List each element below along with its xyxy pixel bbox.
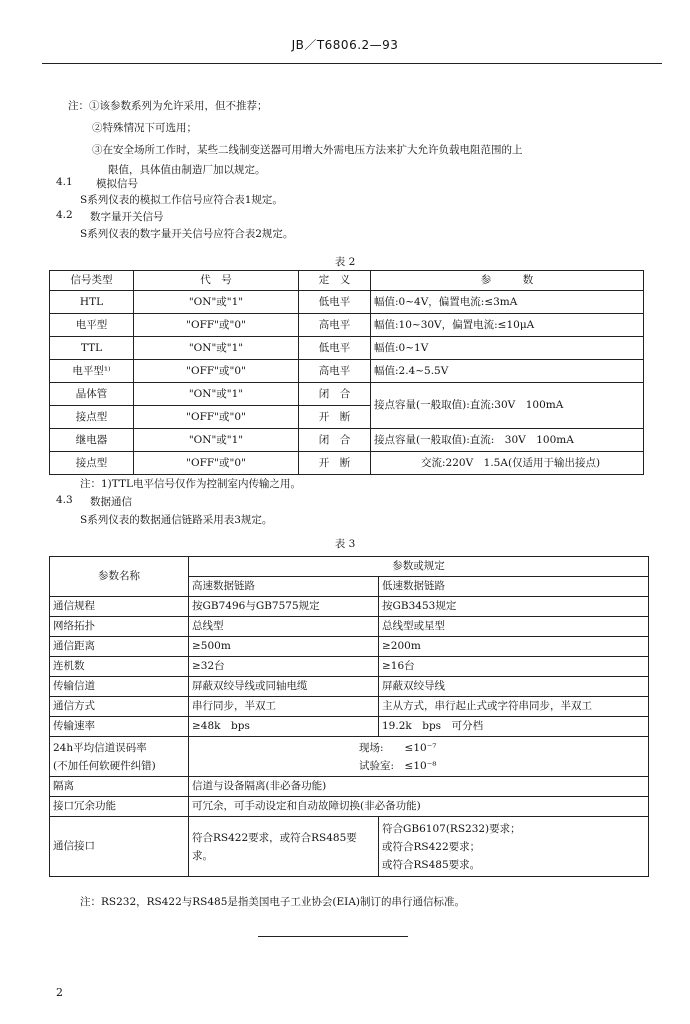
section-body: S系列仪表的数据通信链路采用表3规定。: [80, 514, 273, 526]
section-body: S系列仪表的数字量开关信号应符合表2规定。: [80, 228, 294, 240]
table-cell: 幅值:10~30V，偏置电流:≤10μA: [371, 314, 644, 337]
page-header: JB／T6806.2—93: [291, 38, 399, 52]
note-line: ②特殊情况下可选用；: [92, 122, 197, 134]
table-header-cell: 高速数据链路: [189, 577, 379, 597]
table-cell: 高电平: [299, 360, 371, 383]
table-header-cell: 代 号: [134, 271, 299, 291]
table-cell: 继电器: [50, 429, 134, 452]
table-cell: 主从方式，串行起止式或字符串同步，半双工: [379, 697, 649, 717]
section-number: 4.1: [56, 176, 73, 188]
table-header-cell: 信号类型: [50, 271, 134, 291]
table-cell: 可冗余，可手动设定和自动故障切换(非必备功能): [189, 797, 649, 817]
interface-line: 或符合RS485要求。: [382, 858, 481, 871]
table-cell: 连机数: [50, 657, 189, 677]
table-cell: "OFF"或"0": [134, 314, 299, 337]
table-cell: [50, 737, 189, 777]
table-cell: [189, 737, 649, 777]
table-cell: [379, 817, 649, 877]
table-cell: 网络拓扑: [50, 617, 189, 637]
table-cell: ≥16台: [379, 657, 649, 677]
table-cell: 低电平: [299, 291, 371, 314]
table-cell: 按GB3453规定: [379, 597, 649, 617]
table-3: [49, 556, 649, 877]
table-cell: 总线型或星型: [379, 617, 649, 637]
section-title: 数据通信: [90, 496, 132, 508]
section-number: 4.2: [56, 209, 73, 221]
table-cell: 交流:220V 1.5A(仅适用于输出接点): [371, 452, 644, 475]
error-rate-value-line: 试验室: ≤10⁻⁸: [359, 759, 437, 772]
table-header-cell: 参数或规定: [189, 557, 649, 577]
table-cell: 通信方式: [50, 697, 189, 717]
table-cell: 高电平: [299, 314, 371, 337]
error-rate-name-line: (不加任何软硬件纠错): [53, 759, 156, 772]
table-cell: 接点容量(一般取值):直流:30V 100mA: [371, 383, 644, 429]
table-cell: "OFF"或"0": [134, 360, 299, 383]
table-note: 注：1)TTL电平信号仅作为控制室内传输之用。: [80, 478, 301, 490]
table-cell: ≥500m: [189, 637, 379, 657]
table-cell: 幅值:0~1V: [371, 337, 644, 360]
table-cell: 串行同步，半双工: [189, 697, 379, 717]
table-cell: 按GB7496与GB7575规定: [189, 597, 379, 617]
table-2: [49, 270, 644, 475]
table-cell: 电平型¹⁾: [50, 360, 134, 383]
table-cell: "ON"或"1": [134, 337, 299, 360]
table-header-cell: 参数名称: [50, 557, 189, 597]
table-cell: 19.2k bps 可分档: [379, 717, 649, 737]
table-cell: "ON"或"1": [134, 429, 299, 452]
section-number: 4.3: [56, 494, 73, 506]
interface-line: 或符合RS422要求；: [382, 840, 481, 853]
table-cell: 电平型: [50, 314, 134, 337]
table-cell: 屏蔽双绞导线: [379, 677, 649, 697]
table-cell: HTL: [50, 291, 134, 314]
table-caption: 表 3: [334, 538, 356, 550]
table-cell: 幅值:2.4~5.5V: [371, 360, 644, 383]
table-cell: 接点型: [50, 452, 134, 475]
interface-line: 符合GB6107(RS232)要求；: [382, 822, 521, 835]
table-header-cell: 低速数据链路: [379, 577, 649, 597]
section-title: 模拟信号: [96, 178, 138, 190]
table-cell: TTL: [50, 337, 134, 360]
table-cell: 总线型: [189, 617, 379, 637]
note-line: 注：①该参数系列为允许采用，但不推荐；: [68, 100, 268, 112]
table-cell: "ON"或"1": [134, 383, 299, 406]
table-cell: 接点容量(一般取值):直流: 30V 100mA: [371, 429, 644, 452]
table-cell: 通信规程: [50, 597, 189, 617]
footer-rule: [258, 936, 408, 937]
table-cell: "OFF"或"0": [134, 406, 299, 429]
table-cell: 晶体管: [50, 383, 134, 406]
note-line: 限值，具体值由制造厂加以规定。: [108, 164, 266, 176]
table-cell: 通信接口: [50, 817, 189, 877]
table-caption: 表 2: [334, 256, 356, 268]
table-cell: ≥200m: [379, 637, 649, 657]
error-rate-name-line: 24h平均信道误码率: [53, 741, 147, 754]
table-cell: ≥32台: [189, 657, 379, 677]
table-cell: 符合RS422要求，或符合RS485要求。: [189, 817, 379, 877]
table-cell: 通信距离: [50, 637, 189, 657]
section-body: S系列仪表的模拟工作信号应符合表1规定。: [80, 194, 283, 206]
table-header-cell: 定 义: [299, 271, 371, 291]
section-title: 数字量开关信号: [90, 211, 164, 223]
table-cell: 开 断: [299, 452, 371, 475]
header-rule: [42, 63, 662, 64]
table-cell: 接点型: [50, 406, 134, 429]
table-cell: 接口冗余功能: [50, 797, 189, 817]
table-cell: 闭 合: [299, 429, 371, 452]
table-cell: 开 断: [299, 406, 371, 429]
table-note: 注：RS232，RS422与RS485是指美国电子工业协会(EIA)制订的串行通信标准。: [80, 896, 466, 908]
table-cell: 传输信道: [50, 677, 189, 697]
table-cell: 幅值:0~4V，偏置电流:≤3mA: [371, 291, 644, 314]
table-cell: "OFF"或"0": [134, 452, 299, 475]
table-cell: 传输速率: [50, 717, 189, 737]
table-cell: 闭 合: [299, 383, 371, 406]
note-line: ③在安全场所工作时，某些二线制变送器可用增大外需电压方法来扩大允许负载电阻范围的上: [92, 144, 523, 156]
table-cell: 隔离: [50, 777, 189, 797]
error-rate-value-line: 现场: ≤10⁻⁷: [359, 741, 437, 754]
page-number: 2: [56, 986, 63, 999]
table-cell: "ON"或"1": [134, 291, 299, 314]
table-cell: 信道与设备隔离(非必备功能): [189, 777, 649, 797]
table-cell: 屏蔽双绞导线或同轴电缆: [189, 677, 379, 697]
table-header-cell: 参 数: [371, 271, 644, 291]
table-cell: 低电平: [299, 337, 371, 360]
table-cell: ≥48k bps: [189, 717, 379, 737]
